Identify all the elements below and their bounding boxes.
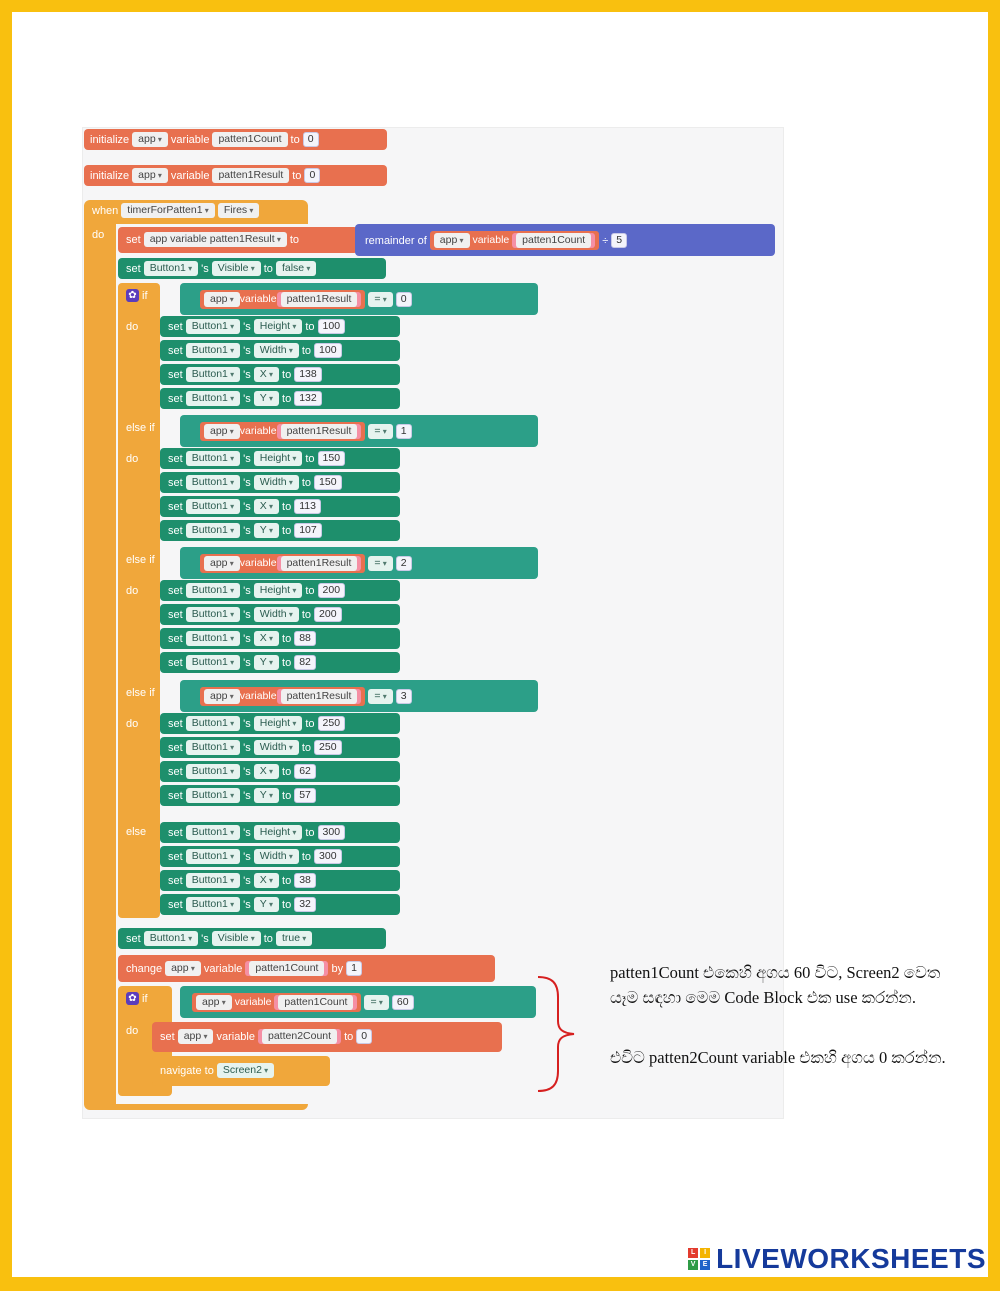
to-keyword: to (282, 392, 292, 405)
set-keyword: set (168, 368, 183, 381)
possessive: 's (243, 717, 251, 730)
scope-dropdown[interactable]: app ▾ (204, 292, 240, 307)
set-property-block[interactable] (160, 713, 400, 734)
do-keyword: do (126, 584, 139, 597)
possessive: 's (243, 656, 251, 669)
condition-row (200, 289, 412, 310)
number-value[interactable]: 150 (314, 475, 342, 490)
set-property-row (168, 628, 316, 649)
set-property-row (168, 894, 316, 915)
possessive: 's (243, 320, 251, 333)
set-keyword: set (126, 262, 141, 275)
variable-keyword: variable (170, 133, 210, 146)
variable-name-field[interactable]: patten1Count (212, 132, 287, 147)
number-value[interactable]: 32 (294, 897, 316, 912)
string-block[interactable] (277, 424, 362, 439)
component-dropdown[interactable]: Button1 ▾ (186, 499, 240, 514)
do-row (126, 448, 138, 469)
string-literal[interactable]: patten2Count (262, 1029, 337, 1044)
string-literal[interactable]: patten1Result (281, 556, 358, 571)
set-property-block[interactable] (160, 316, 400, 337)
number-value[interactable]: 38 (294, 873, 316, 888)
string-literal[interactable]: patten1Count (516, 233, 591, 248)
to-keyword: to (263, 932, 273, 945)
scope-dropdown[interactable]: app ▾ (204, 424, 240, 439)
set-property-row (168, 785, 316, 806)
set-keyword: set (160, 1030, 175, 1043)
set-property-block[interactable] (160, 822, 400, 843)
to-keyword: to (301, 344, 312, 357)
set-keyword: set (168, 765, 183, 778)
property-dropdown[interactable]: Width ▾ (254, 607, 299, 622)
possessive: 's (243, 476, 251, 489)
property-dropdown[interactable]: Height ▾ (254, 319, 303, 334)
string-literal[interactable]: patten1Count (278, 995, 353, 1010)
set-keyword: set (168, 500, 183, 513)
else-if-keyword: else if (126, 421, 155, 434)
boolean-dropdown[interactable]: false ▾ (276, 261, 316, 276)
set-visible-block[interactable] (118, 928, 386, 949)
property-dropdown[interactable]: Y ▾ (254, 523, 279, 538)
property-dropdown[interactable]: Width ▾ (254, 343, 299, 358)
to-keyword: to (305, 320, 315, 333)
do-keyword: do (126, 452, 139, 465)
string-literal[interactable]: patten1Count (249, 961, 324, 976)
component-dropdown[interactable]: Button1 ▾ (186, 343, 240, 358)
property-dropdown[interactable]: Height ▾ (254, 451, 303, 466)
boolean-dropdown[interactable]: true ▾ (276, 931, 312, 946)
component-dropdown[interactable]: Button1 ▾ (186, 897, 240, 912)
set-visible-block[interactable] (118, 258, 386, 279)
possessive: 's (243, 826, 251, 839)
possessive: 's (243, 874, 251, 887)
possessive: 's (243, 392, 251, 405)
set-property-block[interactable] (160, 628, 400, 649)
to-keyword: to (305, 717, 315, 730)
number-value[interactable]: 150 (318, 451, 346, 466)
note-reset: එවිට patten2Count variable එකහි අගය 0 කරන්න. (610, 1048, 946, 1067)
set-property-row (168, 364, 322, 385)
scope-dropdown[interactable]: app ▾ (132, 168, 168, 183)
possessive: 's (201, 932, 209, 945)
possessive: 's (243, 452, 251, 465)
set-property-block[interactable] (160, 520, 400, 541)
branch-header (126, 285, 148, 306)
divide-symbol: ÷ (602, 234, 609, 247)
to-keyword: to (282, 500, 292, 513)
possessive: 's (243, 344, 251, 357)
component-dropdown[interactable]: Button1 ▾ (186, 451, 240, 466)
number-value[interactable]: 300 (318, 825, 346, 840)
number-value[interactable]: 200 (314, 607, 342, 622)
set-keyword: set (168, 632, 183, 645)
to-keyword: to (282, 368, 292, 381)
set-property-block[interactable] (160, 652, 400, 673)
to-keyword: to (282, 632, 292, 645)
possessive: 's (243, 850, 251, 863)
variable-getter[interactable] (200, 687, 365, 706)
to-keyword: to (305, 452, 315, 465)
variable-keyword: variable (472, 234, 510, 246)
variable-getter[interactable] (200, 554, 365, 573)
number-value[interactable]: 250 (318, 716, 346, 731)
to-keyword: to (290, 133, 300, 146)
string-literal[interactable]: patten1Result (281, 424, 358, 439)
component-dropdown[interactable]: Button1 ▾ (186, 583, 240, 598)
set-variable-block[interactable] (152, 1022, 502, 1052)
possessive: 's (243, 789, 251, 802)
possessive: 's (243, 765, 251, 778)
possessive: 's (243, 368, 251, 381)
variable-keyword: variable (170, 169, 210, 182)
property-dropdown[interactable]: X ▾ (254, 631, 279, 646)
else-if-keyword: else if (126, 686, 155, 699)
component-dropdown[interactable]: Button1 ▾ (186, 740, 240, 755)
set-keyword: set (168, 656, 183, 669)
operator-dropdown[interactable]: = ▾ (368, 556, 392, 571)
variable-keyword: variable (239, 557, 277, 569)
number-value[interactable]: 138 (294, 367, 322, 382)
possessive: 's (243, 632, 251, 645)
if-keyword: if (142, 289, 148, 302)
operator-dropdown[interactable]: = ▾ (364, 995, 388, 1010)
gear-icon[interactable]: ✿ (126, 992, 139, 1005)
if-keyword: if (142, 992, 148, 1005)
set-property-block[interactable] (160, 870, 400, 891)
variable-name-field[interactable]: patten1Result (212, 168, 289, 183)
set-keyword: set (168, 524, 183, 537)
component-dropdown[interactable]: Button1 ▾ (186, 764, 240, 779)
set-property-row (168, 580, 345, 601)
else-keyword: else (126, 825, 147, 838)
component-dropdown[interactable]: Button1 ▾ (144, 931, 198, 946)
set-keyword: set (168, 584, 183, 597)
gear-icon[interactable]: ✿ (126, 289, 139, 302)
variable-keyword: variable (203, 962, 243, 975)
property-dropdown[interactable]: Width ▾ (254, 475, 299, 490)
component-dropdown[interactable]: Button1 ▾ (186, 788, 240, 803)
to-keyword: to (305, 584, 315, 597)
number-value[interactable]: 132 (294, 391, 322, 406)
property-dropdown[interactable]: Y ▾ (254, 788, 279, 803)
operator-dropdown[interactable]: = ▾ (368, 689, 392, 704)
to-keyword: to (282, 765, 292, 778)
variable-getter[interactable] (200, 290, 365, 309)
number-value[interactable]: 3 (396, 689, 412, 704)
component-dropdown[interactable]: Button1 ▾ (186, 319, 240, 334)
by-keyword: by (331, 962, 344, 975)
navigate-keyword: navigate to (160, 1064, 214, 1077)
component-dropdown[interactable]: Button1 ▾ (186, 367, 240, 382)
do-keyword: do (126, 717, 139, 730)
set-keyword: set (126, 233, 141, 246)
condition-row (200, 686, 412, 707)
set-property-row (168, 737, 342, 758)
number-value[interactable]: 88 (294, 631, 316, 646)
string-block[interactable] (277, 292, 362, 307)
event-dropdown[interactable]: Fires ▾ (218, 203, 260, 218)
note-navigation: patten1Count එකෙහි අගය 60 විට, Screen2 වෙත යෑම සඳහා මෙම Code Block එක use කරන්න. (610, 963, 941, 1007)
component-dropdown[interactable]: Button1 ▾ (186, 607, 240, 622)
set-keyword: set (168, 717, 183, 730)
change-variable-block[interactable] (118, 955, 495, 982)
number-value[interactable]: 57 (294, 788, 316, 803)
set-property-row (168, 761, 316, 782)
do-row (126, 316, 138, 337)
else-row (126, 821, 146, 842)
number-value[interactable]: 100 (318, 319, 346, 334)
set-property-block[interactable] (160, 472, 400, 493)
string-literal[interactable]: patten1Result (281, 689, 358, 704)
set-property-row (168, 822, 345, 843)
set-keyword: set (168, 452, 183, 465)
number-value[interactable]: 62 (294, 764, 316, 779)
possessive: 's (201, 262, 209, 275)
set-property-row (168, 316, 345, 337)
set-property-block[interactable] (160, 785, 400, 806)
to-keyword: to (282, 789, 292, 802)
to-keyword: to (263, 262, 273, 275)
component-dropdown[interactable]: Button1 ▾ (186, 391, 240, 406)
property-dropdown[interactable]: Height ▾ (254, 583, 303, 598)
brand-grid-icon: L I V E (688, 1248, 710, 1270)
event-header (92, 200, 259, 221)
number-value[interactable]: 82 (294, 655, 316, 670)
set-property-row (168, 448, 345, 469)
variable-dropdown[interactable]: app variable patten1Result ▾ (144, 232, 287, 247)
property-dropdown[interactable]: X ▾ (254, 873, 279, 888)
to-keyword: to (301, 850, 312, 863)
scope-dropdown[interactable]: app ▾ (434, 233, 470, 248)
number-value[interactable]: 113 (294, 499, 321, 514)
set-property-block[interactable] (160, 604, 400, 625)
do-keyword: do (126, 1024, 139, 1037)
number-value[interactable]: 2 (396, 556, 412, 571)
property-dropdown[interactable]: Visible ▾ (212, 261, 261, 276)
set-property-block[interactable] (160, 761, 400, 782)
set-keyword: set (126, 932, 141, 945)
set-keyword: set (168, 392, 183, 405)
set-property-row (168, 870, 316, 891)
property-dropdown[interactable]: Y ▾ (254, 897, 279, 912)
possessive: 's (243, 500, 251, 513)
set-keyword: set (168, 874, 183, 887)
component-dropdown[interactable]: Button1 ▾ (186, 825, 240, 840)
change-keyword: change (126, 962, 163, 975)
component-dropdown[interactable]: Button1 ▾ (186, 655, 240, 670)
scope-dropdown[interactable]: app ▾ (204, 556, 240, 571)
to-keyword: to (301, 741, 312, 754)
component-dropdown[interactable]: timerForPatten1 ▾ (121, 203, 215, 218)
property-dropdown[interactable]: Y ▾ (254, 391, 279, 406)
initialize-variable-block[interactable] (84, 165, 387, 186)
set-keyword: set (168, 476, 183, 489)
string-block[interactable] (277, 689, 362, 704)
property-dropdown[interactable]: Width ▾ (254, 849, 299, 864)
scope-dropdown[interactable]: app ▾ (165, 961, 201, 976)
scope-dropdown[interactable]: app ▾ (204, 689, 240, 704)
remainder-keyword: remainder of (365, 234, 427, 247)
set-property-block[interactable] (160, 448, 400, 469)
possessive: 's (243, 584, 251, 597)
when-keyword: when (92, 204, 119, 217)
number-value[interactable]: 1 (396, 424, 412, 439)
to-keyword: to (305, 826, 315, 839)
property-dropdown[interactable]: Visible ▾ (212, 931, 261, 946)
component-dropdown[interactable]: Button1 ▾ (186, 475, 240, 490)
set-property-row (168, 846, 342, 867)
scope-dropdown[interactable]: app ▾ (132, 132, 168, 147)
set-property-block[interactable] (160, 340, 400, 361)
variable-getter[interactable] (200, 422, 365, 441)
brand-logo (688, 1243, 986, 1275)
variable-keyword: variable (216, 1030, 255, 1043)
operator-dropdown[interactable]: = ▾ (368, 424, 392, 439)
set-property-row (168, 388, 322, 409)
initialize-keyword: initialize (90, 169, 130, 182)
set-keyword: set (168, 789, 183, 802)
set-keyword: set (168, 826, 183, 839)
scope-dropdown[interactable]: app ▾ (178, 1029, 214, 1044)
set-property-block[interactable] (160, 894, 400, 915)
set-property-block[interactable] (160, 388, 400, 409)
set-property-row (168, 520, 322, 541)
to-keyword: to (301, 476, 312, 489)
component-dropdown[interactable]: Button1 ▾ (186, 716, 240, 731)
to-keyword: to (344, 1030, 354, 1043)
string-block[interactable] (277, 556, 362, 571)
operator-dropdown[interactable]: = ▾ (368, 292, 392, 307)
do-row (126, 713, 138, 734)
property-dropdown[interactable]: X ▾ (254, 367, 279, 382)
to-keyword: to (301, 608, 312, 621)
number-value[interactable]: 107 (294, 523, 322, 538)
number-value[interactable]: 250 (314, 740, 342, 755)
component-dropdown[interactable]: Button1 ▾ (186, 873, 240, 888)
branch-header (126, 549, 155, 570)
set-keyword: set (168, 898, 183, 911)
set-keyword: set (168, 608, 183, 621)
property-dropdown[interactable]: X ▾ (254, 764, 279, 779)
possessive: 's (243, 608, 251, 621)
number-value[interactable]: 300 (314, 849, 342, 864)
brand-name: LIVEWORKSHEETS (716, 1243, 986, 1274)
property-dropdown[interactable]: Height ▾ (254, 716, 303, 731)
set-property-row (168, 340, 342, 361)
do-keyword: do (126, 320, 139, 333)
property-dropdown[interactable]: Height ▾ (254, 825, 303, 840)
set-property-block[interactable] (160, 364, 400, 385)
condition-row (200, 421, 412, 442)
do-row (126, 580, 138, 601)
number-value[interactable]: 1 (346, 961, 362, 976)
branch-header (126, 417, 155, 438)
number-value[interactable]: 0 (303, 132, 319, 147)
number-value[interactable]: 5 (611, 233, 627, 248)
number-value[interactable]: 0 (304, 168, 320, 183)
to-keyword: to (282, 524, 292, 537)
set-property-row (168, 472, 342, 493)
set-keyword: set (168, 850, 183, 863)
variable-keyword: variable (239, 293, 277, 305)
set-keyword: set (168, 741, 183, 754)
variable-keyword: variable (239, 690, 277, 702)
property-dropdown[interactable]: Y ▾ (254, 655, 279, 670)
set-keyword: set (168, 344, 183, 357)
to-keyword: to (289, 233, 300, 246)
do-keyword: do (92, 228, 105, 241)
number-value[interactable]: 60 (392, 995, 414, 1010)
condition-row (200, 553, 412, 574)
to-keyword: to (282, 656, 292, 669)
branch-header (126, 682, 155, 703)
initialize-keyword: initialize (90, 133, 130, 146)
possessive: 's (243, 741, 251, 754)
else-if-keyword: else if (126, 553, 155, 566)
to-keyword: to (292, 169, 302, 182)
set-property-row (168, 496, 321, 517)
set-property-block[interactable] (160, 496, 400, 517)
variable-keyword: variable (239, 425, 277, 437)
scope-dropdown[interactable]: app ▾ (196, 995, 232, 1010)
possessive: 's (243, 898, 251, 911)
possessive: 's (243, 524, 251, 537)
set-property-block[interactable] (160, 846, 400, 867)
property-dropdown[interactable]: X ▾ (254, 499, 279, 514)
set-property-block[interactable] (160, 737, 400, 758)
number-value[interactable]: 0 (396, 292, 412, 307)
set-property-row (168, 713, 345, 734)
number-value[interactable]: 0 (356, 1029, 372, 1044)
number-value[interactable]: 200 (318, 583, 346, 598)
set-property-row (168, 652, 316, 673)
screen-dropdown[interactable]: Screen2 ▾ (217, 1063, 274, 1078)
property-dropdown[interactable]: Width ▾ (254, 740, 299, 755)
set-property-row (168, 604, 342, 625)
to-keyword: to (282, 874, 292, 887)
component-dropdown[interactable]: Button1 ▾ (186, 849, 240, 864)
navigate-block[interactable] (152, 1056, 330, 1086)
component-dropdown[interactable]: Button1 ▾ (186, 631, 240, 646)
component-dropdown[interactable]: Button1 ▾ (186, 523, 240, 538)
brace-annotation (532, 975, 582, 1093)
number-value[interactable]: 100 (314, 343, 342, 358)
to-keyword: to (282, 898, 292, 911)
set-property-block[interactable] (160, 580, 400, 601)
component-dropdown[interactable]: Button1 ▾ (144, 261, 198, 276)
variable-keyword: variable (234, 996, 272, 1008)
set-keyword: set (168, 320, 183, 333)
string-literal[interactable]: patten1Result (281, 292, 358, 307)
initialize-variable-block[interactable] (84, 129, 387, 150)
